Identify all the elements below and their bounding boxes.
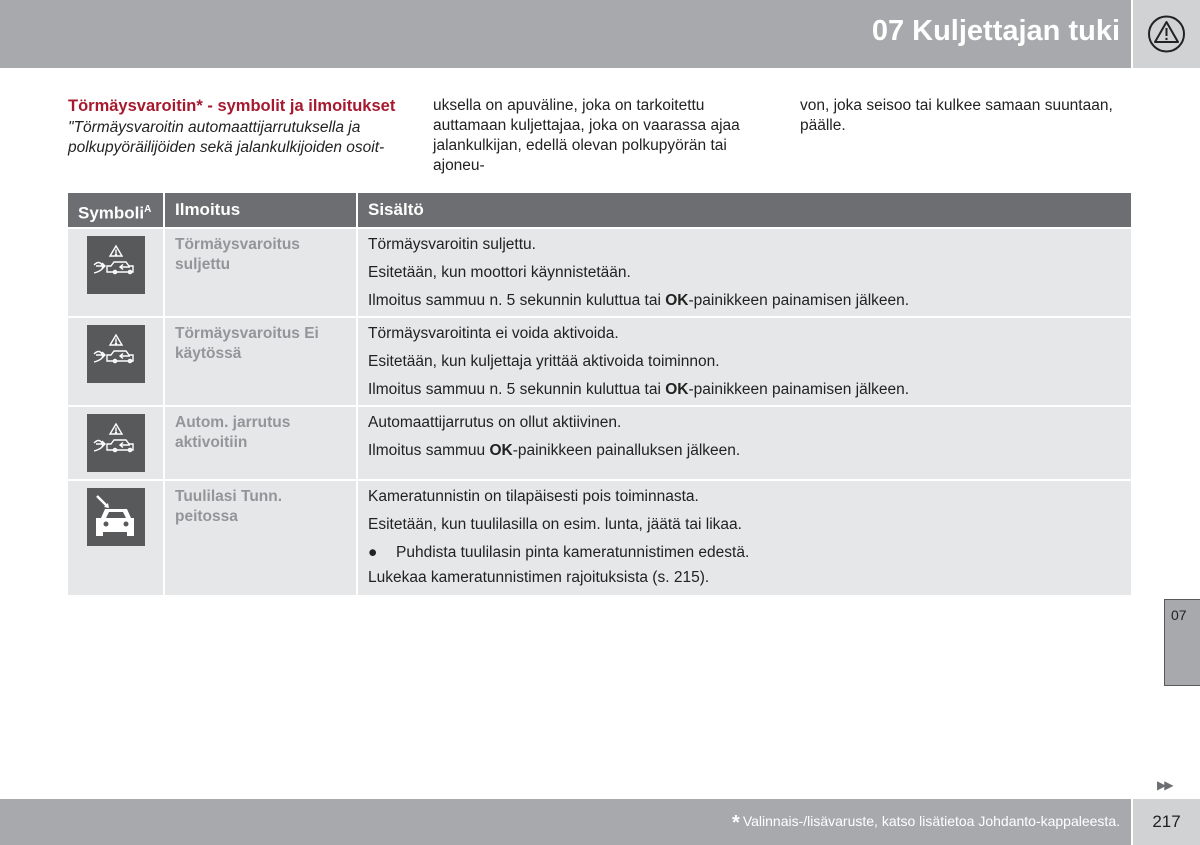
intro-text-2: uksella on apuväline, joka on tarkoitettu auttamaan kuljettajaa, joka on vaarassa ajaa jalankulkijan, edellä olevan polkupyörän tai ajoneu-	[433, 97, 740, 174]
warning-triangle-icon	[1133, 0, 1200, 68]
collision-warning-icon	[87, 414, 145, 472]
message-label: Törmäysvaroitus Ei käytössä	[165, 318, 358, 405]
message-label: Tuulilasi Tunn. peitossa	[165, 481, 358, 595]
collision-warning-icon	[87, 236, 145, 294]
symbol-cell	[68, 229, 165, 316]
bullet-icon: ●	[368, 544, 378, 561]
content-line: Automaattijarrutus on ollut aktiivinen.	[368, 414, 622, 431]
content-line: Ilmoitus sammuu n. 5 sekunnin kuluttua tai OK-painikkeen painamisen jälkeen.	[368, 292, 910, 309]
header-symbol: Symboli$^A$	[68, 193, 165, 227]
header-icon-box	[1133, 0, 1200, 68]
chapter-side-tab: 07	[1164, 599, 1200, 686]
chapter-title: 07 Kuljettajan tuki	[871, 15, 1120, 47]
content-cell	[358, 481, 1131, 595]
message-label: Autom. jarrutus aktivoitiin	[165, 407, 358, 479]
double-arrow-right-icon: ▶▶	[1157, 778, 1172, 792]
symbol-cell	[68, 407, 165, 479]
footer-note: * Valinnais-/lisävaruste, katso lisätietoa Johdanto-kappaleesta.	[732, 812, 1120, 834]
collision-warning-icon	[87, 325, 145, 383]
content-cell	[358, 318, 1131, 405]
content-cell	[358, 407, 1131, 479]
symbols-table	[68, 193, 1131, 595]
bullet-item: ● Puhdista tuulilasin pinta kameratunnistimen edestä.	[368, 539, 1121, 567]
content-line: Esitetään, kun kuljettaja yrittää aktivoida toiminnon.	[368, 353, 720, 370]
header-message: Ilmoitus	[165, 193, 358, 227]
content-line: Törmäysvaroitinta ei voida aktivoida.	[368, 325, 619, 342]
symbol-cell	[68, 481, 165, 595]
content-cell	[358, 229, 1131, 316]
intro-text-3: von, joka seisoo tai kulkee samaan suuntaan, päälle.	[800, 97, 1113, 134]
content-line: Esitetään, kun moottori käynnistetään.	[368, 264, 631, 281]
content-line: Ilmoitus sammuu n. 5 sekunnin kuluttua tai OK-painikkeen painamisen jälkeen.	[368, 381, 910, 398]
symbol-cell	[68, 318, 165, 405]
table-header	[68, 193, 1131, 227]
table-row	[68, 316, 1131, 405]
section-title: Törmäysvaroitin* - symbolit ja ilmoitukset	[68, 97, 396, 115]
content-line: Ilmoitus sammuu OK-painikkeen painalluksen jälkeen.	[368, 442, 741, 459]
message-label: Törmäysvaroitus suljettu	[165, 229, 358, 316]
content-line: Törmäysvaroitin suljettu.	[368, 236, 536, 253]
content-line: Kameratunnistin on tilapäisesti pois toiminnasta.	[368, 488, 699, 505]
table-row	[68, 479, 1131, 595]
content-line: Lukekaa kameratunnistimen rajoituksista (s. 215).	[368, 569, 710, 586]
intro-column-1	[68, 96, 408, 158]
table-row	[68, 405, 1131, 479]
table-row	[68, 227, 1131, 316]
intro-text-1: "Törmäysvaroitin automaattijarrutuksella ja polkupyöräilijöiden sekä jalankulkijoiden osoit-	[68, 119, 385, 156]
page-number: 217	[1133, 799, 1200, 845]
windscreen-sensor-icon	[87, 488, 145, 546]
content-line: Esitetään, kun tuulilasilla on esim. lunta, jäätä tai likaa.	[368, 516, 742, 533]
header-content: Sisältö	[368, 200, 424, 219]
